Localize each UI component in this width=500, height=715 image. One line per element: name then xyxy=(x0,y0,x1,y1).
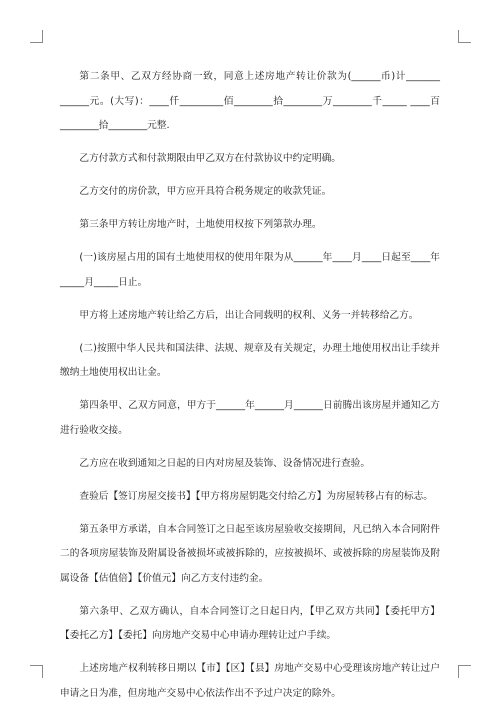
paragraph-payment-terms: 乙方付款方式和付款期限由甲乙双方在付款协议中约定明确。 xyxy=(79,153,341,164)
document-body xyxy=(60,65,440,715)
crop-mark-top-left xyxy=(30,30,43,43)
paragraph-article-3: 第三条甲方转让房地产时，土地使用权按下列第款办理。 xyxy=(79,219,322,230)
paragraph-handover: 查验后【签订房屋交接书】【甲方将房屋钥匙交付给乙方】为房屋转移占有的标志。 xyxy=(79,490,433,502)
paragraph-land-grant: (二)按照中华人民共和国法律、法规、规章及有关规定，办理土地使用权出让手续并缴纳土地使用权出让金。 xyxy=(60,342,440,378)
paragraph-article-5: 第五条甲方承诺，自本合同签订之日起至该房屋验收交接期间，凡已纳入本合同附件二的各项房屋装饰及附属设备被损坏或被拆除的，应按被损坏、或被拆除的房屋装饰及附属设备【估值倍】【价值元】向乙方支付违约金。 xyxy=(60,523,440,584)
paragraph-article-4: 第四条甲、乙双方同意，甲方于______年______月______日前腾出该房屋并通知乙方进行验收交接。 xyxy=(60,400,440,436)
paragraph-inspection: 乙方应在收到通知之日起的日内对房屋及装饰、设备情况进行查验。 xyxy=(79,457,371,469)
paragraph-article-6: 第六条甲、乙双方确认，自本合同签订之日起日内，【甲乙双方共同】【委托甲方】【委托乙方】【委托】向房地产交易中心申请办理转让过户手续。 xyxy=(60,605,440,641)
crop-mark-top-right xyxy=(458,30,471,43)
paragraph-rights-transfer: 甲方将上述房地产转让给乙方后，出让合同载明的权利、义务一并转移给乙方。 xyxy=(79,309,419,321)
crop-mark-bottom-left xyxy=(30,665,43,678)
paragraph-receipt: 乙方交付的房价款，甲方应开具符合税务规定的收款凭证。 xyxy=(79,186,332,197)
crop-mark-bottom-right xyxy=(458,665,471,678)
paragraph-article-2: 第二条甲、乙双方经协商一致，同意上述房地产转让价款为(______币)计_______ ______元。(大写)：____仟_________佰________拾________万________千_____ ____百________拾________元整. xyxy=(60,71,440,131)
paragraph-land-use-term: (一)该房屋占用的国有土地使用权的使用年限为从______年____月____日起至____年_____月_____日止。 xyxy=(60,252,440,288)
paragraph-transfer-date: 上述房地产权利转移日期以【市】【区】【县】房地产交易中心受理该房地产转让过户申请之日为准，但房地产交易中心依法作出不予过户决定的除外。 xyxy=(60,663,440,699)
